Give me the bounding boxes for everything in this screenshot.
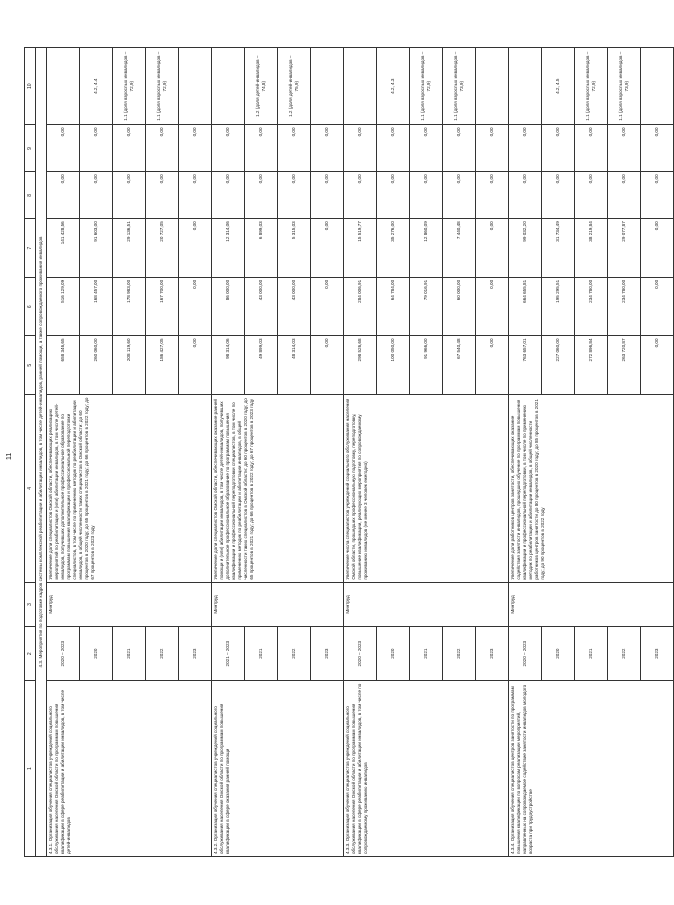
indicator-cell: Увеличение доли специалистов Омской области, обеспечивающих оказание ранней помощи и (или) абилитации инвалидов, в том числе детей-инвалидов, получивших дополнительное профессиональное образование по программам повышения квалификации и профессиональной переподготовки специалистов, в том числе по применению методик по реабилитации и абилитации инвалидов, в общей численности таких специалистов в Омской области: до 60 процентов в 2020 году; до 65 процентов в 2021 году; до 66 процентов в 2022 году; до 67 процентов в 2023 году <box>212 395 344 583</box>
federal-amount-cell: 234 780,00 <box>608 277 641 336</box>
local-amount-cell: 0,00 <box>113 172 146 219</box>
other-amount-cell: 0,00 <box>212 125 245 172</box>
result-indicator-cell <box>212 48 245 125</box>
local-amount-cell: 0,00 <box>278 172 311 219</box>
regional-amount-cell: 6 899,03 <box>245 219 278 278</box>
result-indicator-cell: 1.1 (доля взрослых инвалидов – 72,9) <box>146 48 179 125</box>
page-number: 11 <box>6 452 13 460</box>
program-measures-table <box>24 47 674 857</box>
other-amount-cell: 0,00 <box>278 125 311 172</box>
federal-amount-cell: 43 000,00 <box>245 277 278 336</box>
federal-amount-cell: 64 784,00 <box>377 277 410 336</box>
regional-amount-cell: 31 734,49 <box>542 219 575 278</box>
local-amount-cell: 0,00 <box>212 172 245 219</box>
table-row <box>509 48 542 857</box>
period-cell: 2022 <box>146 627 179 681</box>
result-indicator-cell <box>641 48 674 125</box>
other-amount-cell: 0,00 <box>542 125 575 172</box>
regional-amount-cell: 12 860,09 <box>410 219 443 278</box>
table-row <box>344 48 377 857</box>
regional-amount-cell: 5 315,03 <box>278 219 311 278</box>
federal-amount-cell: 168 457,00 <box>80 277 113 336</box>
result-indicator-cell: 1.2 (доля детей-инвалидов – 75,9) <box>278 48 311 125</box>
total-amount-cell: 227 060,00 <box>542 336 575 395</box>
other-amount-cell: 0,00 <box>344 125 377 172</box>
executor-cell: Минтруд <box>344 582 509 627</box>
regional-amount-cell: 38 219,84 <box>575 219 608 278</box>
executor-cell: Минтруд <box>509 582 674 627</box>
period-cell: 2021 – 2023 <box>212 627 245 681</box>
column-number: 8 <box>25 172 36 219</box>
result-indicator-cell <box>476 48 509 125</box>
local-amount-cell: 0,00 <box>47 172 80 219</box>
result-indicator-cell: 4.2, 4.5 <box>542 48 575 125</box>
federal-amount-cell: 167 700,00 <box>146 277 179 336</box>
federal-amount-cell: 60 000,00 <box>443 277 476 336</box>
regional-amount-cell: 29 077,87 <box>608 219 641 278</box>
period-cell: 2022 <box>443 627 476 681</box>
period-cell: 2023 <box>641 627 674 681</box>
federal-amount-cell: 86 000,00 <box>212 277 245 336</box>
result-indicator-cell: 4.2, 4.4 <box>80 48 113 125</box>
regional-amount-cell: 29 136,51 <box>113 219 146 278</box>
local-amount-cell: 0,00 <box>443 172 476 219</box>
section-title-row <box>36 48 47 857</box>
total-amount-cell: 186 427,05 <box>146 336 179 395</box>
result-indicator-cell: 1.1 (доля взрослых инвалидов – 72,9) <box>113 48 146 125</box>
total-amount-cell: 91 966,00 <box>410 336 443 395</box>
result-indicator-cell: 1.1 (доля взрослых инвалидов – 72,9) <box>575 48 608 125</box>
result-indicator-cell: 1.1 (доля взрослых инвалидов – 73,9) <box>608 48 641 125</box>
period-cell: 2023 <box>476 627 509 681</box>
column-number: 1 <box>25 681 36 857</box>
period-cell: 2021 <box>245 627 278 681</box>
column-number: 9 <box>25 125 36 172</box>
federal-amount-cell: 0,00 <box>641 277 674 336</box>
regional-amount-cell: 99 032,20 <box>509 219 542 278</box>
measure-name: 4.3.2. Организация обучения специалистов учреждений социального обслуживания населения Омской области по программам повышения квалификации в сфере оказания ранней помощи <box>212 681 344 857</box>
federal-amount-cell: 79 016,91 <box>410 277 443 336</box>
other-amount-cell: 0,00 <box>47 125 80 172</box>
regional-amount-cell: 141 428,56 <box>47 219 80 278</box>
federal-amount-cell: 664 655,81 <box>509 277 542 336</box>
other-amount-cell: 0,00 <box>245 125 278 172</box>
other-amount-cell: 0,00 <box>641 125 674 172</box>
other-amount-cell: 0,00 <box>509 125 542 172</box>
period-cell: 2020 <box>542 627 575 681</box>
local-amount-cell: 0,00 <box>476 172 509 219</box>
result-indicator-cell: 1.2 (доля детей-инвалидов – 74,8) <box>245 48 278 125</box>
period-cell: 2020 <box>377 627 410 681</box>
total-amount-cell: 100 050,00 <box>377 336 410 395</box>
column-number: 10 <box>25 48 36 125</box>
regional-amount-cell: 91 603,00 <box>80 219 113 278</box>
regional-amount-cell: 0,00 <box>179 219 212 278</box>
period-cell: 2021 <box>575 627 608 681</box>
other-amount-cell: 0,00 <box>113 125 146 172</box>
local-amount-cell: 0,00 <box>80 172 113 219</box>
result-indicator-cell: 4.2, 4.3 <box>377 48 410 125</box>
period-cell: 2023 <box>311 627 344 681</box>
regional-amount-cell: 0,00 <box>311 219 344 278</box>
column-number: 2 <box>25 627 36 681</box>
result-indicator-cell <box>311 48 344 125</box>
period-cell: 2020 <box>80 627 113 681</box>
other-amount-cell: 0,00 <box>476 125 509 172</box>
regional-amount-cell: 0,00 <box>476 219 509 278</box>
other-amount-cell: 0,00 <box>146 125 179 172</box>
regional-amount-cell: 35 276,00 <box>377 219 410 278</box>
executor-cell: Минтруд <box>47 582 212 627</box>
other-amount-cell: 0,00 <box>80 125 113 172</box>
total-amount-cell: 0,00 <box>311 336 344 395</box>
other-amount-cell: 0,00 <box>410 125 443 172</box>
federal-amount-cell: 0,00 <box>179 277 212 336</box>
federal-amount-cell: 0,00 <box>476 277 509 336</box>
result-indicator-cell <box>47 48 80 125</box>
measure-name: 4.3.3. Организация обучения специалистов учреждений социального обслуживания населения Омской области по программам повышения квалификации в сфере реабилитации и абилитации инвалидов, в том числе по сопровождаемому проживанию инвалидов <box>344 681 509 857</box>
local-amount-cell: 0,00 <box>179 172 212 219</box>
total-amount-cell: 48 314,03 <box>278 336 311 395</box>
local-amount-cell: 0,00 <box>311 172 344 219</box>
column-number: 3 <box>25 582 36 627</box>
federal-amount-cell: 178 983,00 <box>113 277 146 336</box>
result-indicator-cell <box>179 48 212 125</box>
total-amount-cell: 272 896,84 <box>575 336 608 395</box>
indicator-cell: Увеличение доли работников центров занятости, обеспечивающих оказание содействия занятости инвалидов, прошедших обучение по программам повышения квалификации и профессиональной переподготовки, в том числе по применению методик по реабилитации и абилитации инвалидов, в общей численности работников центров занятости до 80 процентов в 2020 году; до 85 процентов в 2021 году; до 90 процентов в 2022 году <box>509 395 674 583</box>
column-number: 4 <box>25 395 36 583</box>
other-amount-cell: 0,00 <box>575 125 608 172</box>
other-amount-cell: 0,00 <box>179 125 212 172</box>
total-amount-cell: 298 526,68 <box>344 336 377 395</box>
other-amount-cell: 0,00 <box>311 125 344 172</box>
indicator-cell: Увеличение числа специалистов учреждений социального обслуживания населения Омской области, прошедших профессиональную подготовку, переподготовку, повышение квалификации, реализующих мероприятия по сопровождаемому проживанию инвалидов (не менее 3 человек ежегодно) <box>344 395 509 583</box>
total-amount-cell: 0,00 <box>641 336 674 395</box>
regional-amount-cell: 7 440,48 <box>443 219 476 278</box>
total-amount-cell: 658 346,65 <box>47 336 80 395</box>
column-number: 6 <box>25 277 36 336</box>
total-amount-cell: 0,00 <box>179 336 212 395</box>
executor-cell: Минтруд <box>212 582 344 627</box>
federal-amount-cell: 43 000,00 <box>278 277 311 336</box>
period-cell: 2021 <box>113 627 146 681</box>
regional-amount-cell: 12 314,06 <box>212 219 245 278</box>
federal-amount-cell: 284 006,91 <box>344 277 377 336</box>
federal-amount-cell: 234 780,00 <box>575 277 608 336</box>
total-amount-cell: 98 314,06 <box>212 336 245 395</box>
table-row <box>212 48 245 857</box>
period-cell: 2023 <box>179 627 212 681</box>
column-number-row <box>25 48 36 857</box>
indicator-cell: Увеличение доли специалистов Омской области, обеспечивающих реализацию мероприятий по реабилитации и (или) абилитации инвалидов, в том числе детей-инвалидов, получивших дополнительное профессиональное образование по программам повышения квалификации и профессиональной переподготовки специалистов, в том числе по применению методик по реабилитации и абилитации инвалидов, в общей численности таких специалистов в Омской области: до 60 процентов в 2020 году; до 65 процентов в 2021 году; до 66 процентов в 2022 году; до 67 процентов в 2023 году <box>47 395 212 583</box>
result-indicator-cell <box>509 48 542 125</box>
local-amount-cell: 0,00 <box>377 172 410 219</box>
total-amount-cell: 0,00 <box>476 336 509 395</box>
measure-name: 4.3.1. Организация обучения специалистов учреждений социального обслуживания населения Омской области по программам повышения квалификации в сфере реабилитации и абилитации инвалидов, в том числе детей-инвалидов <box>47 681 212 857</box>
period-cell: 2022 <box>608 627 641 681</box>
period-cell: 2020 – 2023 <box>344 627 377 681</box>
other-amount-cell: 0,00 <box>608 125 641 172</box>
period-cell: 2021 <box>410 627 443 681</box>
regional-amount-cell: 20 727,05 <box>146 219 179 278</box>
local-amount-cell: 0,00 <box>608 172 641 219</box>
total-amount-cell: 49 899,03 <box>245 336 278 395</box>
total-amount-cell: 763 657,01 <box>509 336 542 395</box>
section-title: 4.3. Мероприятия по подготовке кадров системы комплексной реабилитации и абилитации инвалидов, в том числе детей-инвалидов, ранней помощи, а также сопровождаемого проживания инвалидов <box>36 48 47 857</box>
column-number: 7 <box>25 219 36 278</box>
local-amount-cell: 0,00 <box>641 172 674 219</box>
period-cell: 2022 <box>278 627 311 681</box>
result-indicator-cell: 1.1 (доля взрослых инвалидов – 72,9) <box>410 48 443 125</box>
federal-amount-cell: 0,00 <box>311 277 344 336</box>
regional-amount-cell: 15 519,77 <box>344 219 377 278</box>
local-amount-cell: 0,00 <box>509 172 542 219</box>
total-amount-cell: 208 119,60 <box>113 336 146 395</box>
regional-amount-cell: 0,00 <box>641 219 674 278</box>
period-cell: 2020 – 2023 <box>509 627 542 681</box>
result-indicator-cell: 1.1 (доля взрослых инвалидов – 73,9) <box>443 48 476 125</box>
other-amount-cell: 0,00 <box>443 125 476 172</box>
total-amount-cell: 263 720,87 <box>608 336 641 395</box>
total-amount-cell: 260 060,00 <box>80 336 113 395</box>
local-amount-cell: 0,00 <box>575 172 608 219</box>
result-indicator-cell <box>344 48 377 125</box>
total-amount-cell: 67 540,48 <box>443 336 476 395</box>
federal-amount-cell: 195 295,51 <box>542 277 575 336</box>
period-cell: 2020 – 2023 <box>47 627 80 681</box>
table-row <box>47 48 80 857</box>
measure-name: 4.3.4. Организация обучения специалистов центров занятости по программам повышения квалификации по вопросам реализации мероприятий, направленных на сопровождаемое содействие занятости инвалидов молодого возраста при трудоустройстве <box>509 681 674 857</box>
local-amount-cell: 0,00 <box>245 172 278 219</box>
local-amount-cell: 0,00 <box>410 172 443 219</box>
local-amount-cell: 0,00 <box>344 172 377 219</box>
column-number: 5 <box>25 336 36 395</box>
other-amount-cell: 0,00 <box>377 125 410 172</box>
federal-amount-cell: 516 129,09 <box>47 277 80 336</box>
local-amount-cell: 0,00 <box>146 172 179 219</box>
local-amount-cell: 0,00 <box>542 172 575 219</box>
